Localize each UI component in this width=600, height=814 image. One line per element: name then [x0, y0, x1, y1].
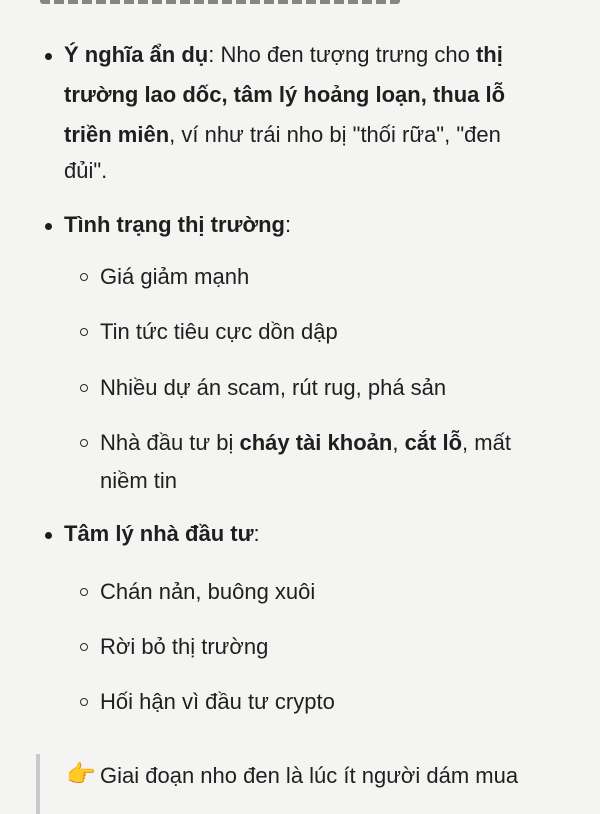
- bullet-disc: [45, 223, 52, 230]
- bullet-disc: [45, 53, 52, 60]
- metaphor-line-1: Ý nghĩa ẩn dụ: Nho đen tượng trưng cho thị: [64, 42, 503, 67]
- sub-bullet-circle: [80, 439, 88, 447]
- investor-psychology-heading: Tâm lý nhà đầu tư:: [64, 521, 260, 546]
- metaphor-label: Ý nghĩa ẩn dụ: [64, 42, 209, 67]
- sub-bullet-circle: [80, 588, 88, 596]
- sub-bullet-circle: [80, 328, 88, 336]
- pointing-hand-icon: 👉: [66, 761, 96, 788]
- sub-bullet-circle: [80, 384, 88, 392]
- list-item: Rời bỏ thị trường: [100, 634, 269, 659]
- list-item: Tin tức tiêu cực dồn dập: [100, 319, 338, 344]
- bullet-disc: [45, 532, 52, 539]
- blockquote-text: Giai đoạn nho đen là lúc ít người dám mua: [100, 763, 519, 788]
- sub-bullet-circle: [80, 698, 88, 706]
- metaphor-line-4: đủi".: [64, 158, 108, 183]
- metaphor-line-2: trường lao dốc, tâm lý hoảng loạn, thua lỗ: [64, 82, 506, 107]
- sub-bullet-circle: [80, 273, 88, 281]
- list-item: Chán nản, buông xuôi: [100, 579, 316, 604]
- market-status-heading: Tình trạng thị trường:: [64, 212, 292, 237]
- list-item: Giá giảm mạnh: [100, 264, 250, 289]
- list-item: Hối hận vì đầu tư crypto: [100, 689, 335, 714]
- list-item: Nhiều dự án scam, rút rug, phá sản: [100, 375, 447, 400]
- previous-line-cutoff: [40, 0, 400, 4]
- metaphor-line-3: triền miên, ví như trái nho bị "thối rữa", "đen: [64, 122, 501, 147]
- list-item-continuation: niềm tin: [100, 468, 178, 493]
- sub-bullet-circle: [80, 643, 88, 651]
- blockquote-bar: [36, 754, 40, 814]
- list-item: Nhà đầu tư bị cháy tài khoản, cắt lỗ, mất: [100, 430, 511, 455]
